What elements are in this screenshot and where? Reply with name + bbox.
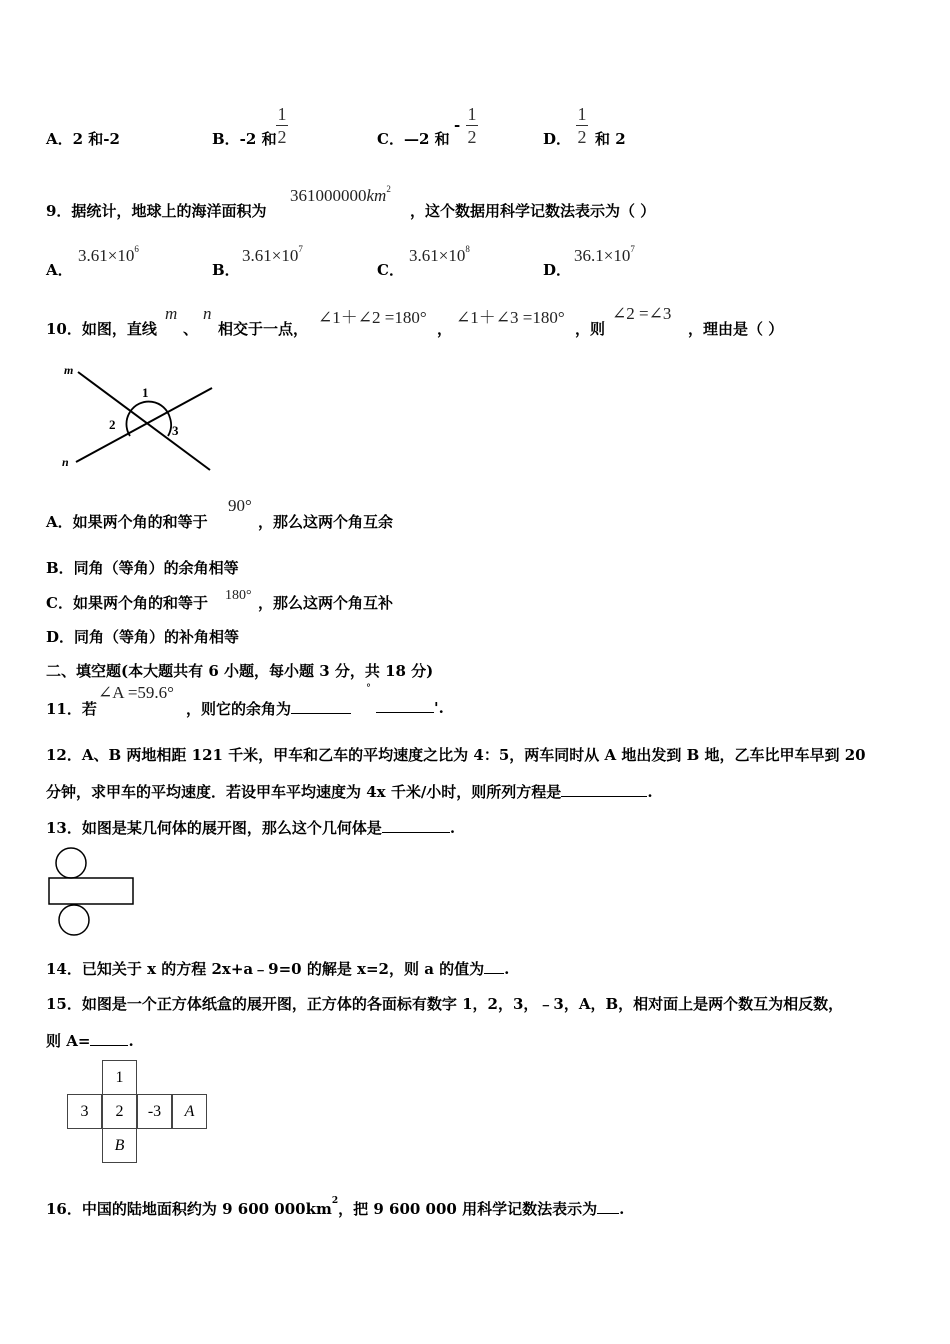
q10-option-a: A．如果两个角的和等于 (46, 513, 208, 531)
q8-option-c: C．—2 和 (377, 130, 450, 148)
cube-cell-top: 1 (102, 1060, 137, 1095)
section-2-heading: 二、填空题(本大题共有 6 小题，每小题 3 分，共 18 分) (46, 662, 434, 680)
label-angle-2: 2 (109, 417, 116, 432)
cube-cell-4: A (172, 1094, 207, 1129)
cylinder-side-rectangle (49, 878, 133, 904)
q10-line-m: m (165, 304, 178, 323)
label-angle-1: 1 (142, 385, 149, 400)
q9-text-after: ，这个数据用科学记数法表示为（ ） (410, 202, 656, 220)
q15-line-1: 15．如图是一个正方体纸盒的展开图，正方体的各面标有数字 1，2，3，﹣3，A，B，相对面上是两个数互为相反数， (46, 995, 844, 1013)
q16-text: 16．中国的陆地面积约为 9 600 $000km^2$，把 9 600 000 用科学记数法表示为 . (46, 1196, 625, 1218)
q11-text-mid: ，则它的余角为 (186, 698, 351, 719)
q10-option-b: B．同角（等角）的余角相等 (46, 559, 239, 577)
q13-cylinder-net-figure (46, 846, 138, 940)
q9-area-value: $361000000km^2$ (290, 184, 391, 205)
q11-angle-math: ∠A =59.6° (98, 683, 174, 702)
q12-line-1: 12．A、B 两地相距 121 千米，甲车和乙车的平均速度之比为 4：5，两车同时从 A 地出发到 B 地，乙车比甲车早到 20 (46, 746, 866, 764)
q9-option-c-value: $3.61\times 10^8$ (409, 244, 470, 265)
cube-cell-3: -3 (137, 1094, 172, 1129)
q8-option-b-fraction: 1 2 (277, 104, 287, 147)
q8-option-a: A．2 和-2 (46, 130, 120, 148)
q10-separator: 、 (183, 320, 199, 338)
q8-option-b: B．-2 和 (212, 130, 277, 148)
q10-line-n: n (203, 304, 212, 323)
q10-equation-3: ∠2 =∠3 (612, 304, 672, 323)
q10-text-start: 10．如图，直线 (46, 320, 157, 338)
q11-text-start: 11．若 (46, 700, 97, 718)
q10-intersecting-lines-figure (60, 362, 220, 474)
q10-text-reason: ，理由是（ ） (688, 320, 784, 338)
q8-option-d-fraction: 1 2 (577, 104, 587, 147)
q10-comma: ， (437, 320, 453, 338)
q10-text-then: ，则 (575, 320, 606, 338)
angle-3-arc (168, 418, 171, 436)
cube-cell-bottom: B (102, 1128, 137, 1163)
cube-cell-1: 3 (67, 1094, 102, 1129)
q11-answer-blank: '. (376, 698, 444, 717)
q9-option-b-label: B． (212, 261, 240, 279)
cube-cell-2: 2 (102, 1094, 137, 1129)
cylinder-bottom-circle (59, 905, 89, 935)
q9-option-d-value: $36.1\times 10^7$ (574, 244, 635, 265)
q10-option-c-tail: ，那么这两个角互补 (258, 594, 394, 612)
q10-option-a-math: 90° (228, 496, 252, 515)
cylinder-top-circle (56, 848, 86, 878)
label-n: n (62, 455, 69, 469)
q10-option-c: C．如果两个角的和等于 (46, 594, 208, 612)
q10-option-d: D．同角（等角）的补角相等 (46, 628, 240, 646)
label-m: m (64, 363, 74, 377)
q9-option-d-label: D． (543, 261, 572, 279)
q8-option-d: D． (543, 130, 572, 148)
q9-option-b-value: $3.61\times 10^7$ (242, 244, 303, 265)
q9-option-a-value: $3.61\times 10^6$ (78, 244, 139, 265)
label-angle-3: 3 (172, 423, 179, 438)
q12-line-2: 分钟，求甲车的平均速度．若设甲车平均速度为 4x 千米/小时，则所列方程是 . (46, 783, 653, 801)
q8-option-d-suffix: 和 2 (595, 130, 626, 148)
q11-degree-mark: ° (366, 683, 371, 694)
q10-text-mid: 相交于一点， (218, 320, 309, 338)
q8-option-c-fraction: 1 2 (467, 104, 477, 147)
q10-option-c-math: 180° (225, 588, 252, 603)
q9-option-a-label: A． (46, 261, 73, 279)
q10-equation-1: ∠1＋∠2 =180° (318, 308, 427, 327)
q15-cube-net-figure (66, 1058, 208, 1166)
q8-option-c-sign: - (454, 116, 461, 134)
q10-option-a-tail: ，那么这两个角互余 (258, 513, 394, 531)
q9-option-c-label: C． (377, 261, 404, 279)
q10-equation-2: ∠1＋∠3 =180° (456, 308, 565, 327)
q14-text: 14．已知关于 x 的方程 2x+a﹣9=0 的解是 x=2，则 a 的值为 . (46, 960, 510, 978)
q15-line-2: 则 A= . (46, 1032, 134, 1050)
q13-text: 13．如图是某几何体的展开图，那么这个几何体是 . (46, 819, 456, 837)
q9-text-before: 9．据统计，地球上的海洋面积为 (46, 202, 267, 220)
